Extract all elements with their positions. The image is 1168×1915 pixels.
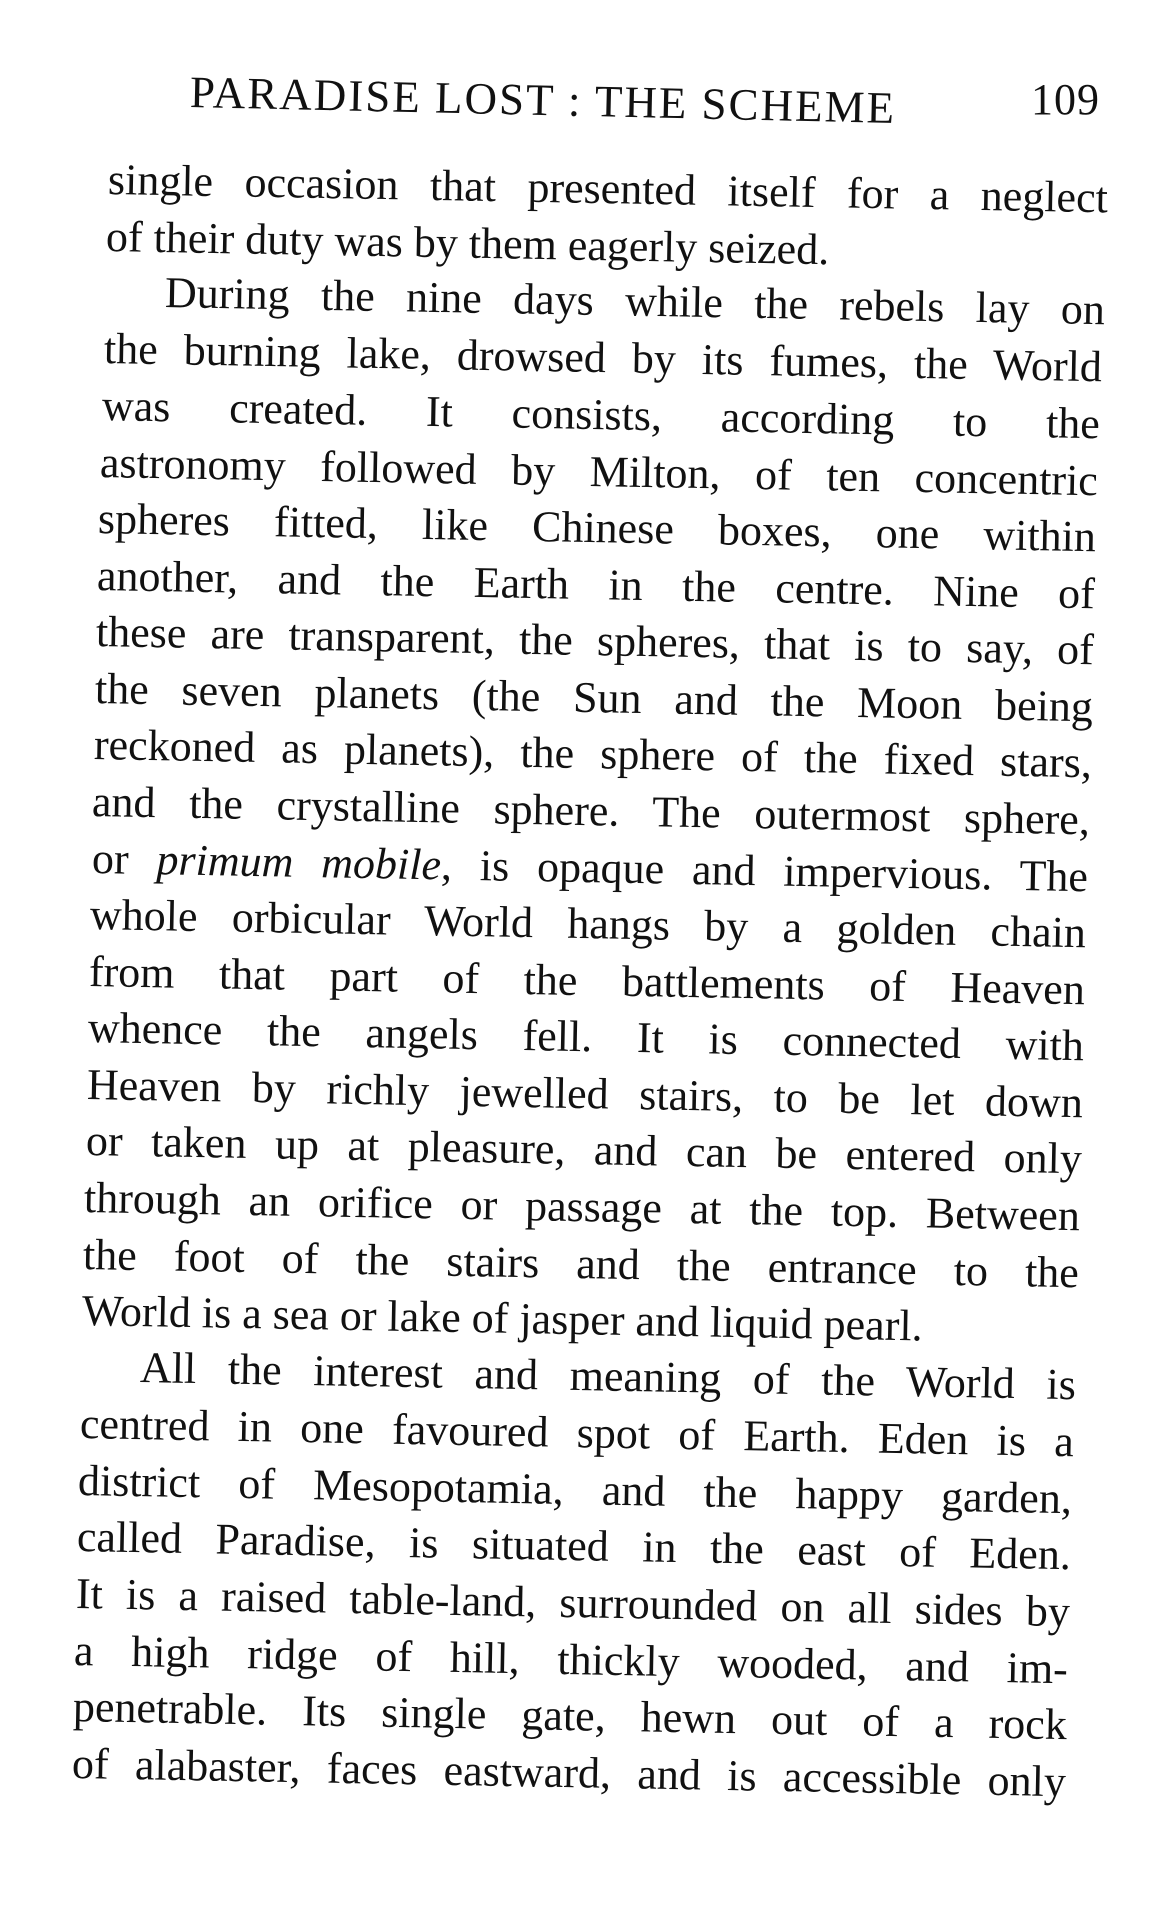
text-line: of alabaster, faces eastward, and is accessible only xyxy=(71,1739,1067,1807)
text-line: was created. It consists, according to the xyxy=(101,381,1101,449)
text-fragment: or xyxy=(91,834,157,885)
text-line: single occasion that presented itself for a neglect xyxy=(107,155,1109,223)
text-line: or taken up at pleasure, and can be entered only xyxy=(85,1116,1083,1184)
text-line: whole orbicular World hangs by a golden chain xyxy=(89,890,1087,958)
text-line: from that part of the battlements of Heaven xyxy=(88,947,1086,1015)
page-number: 109 xyxy=(1031,75,1100,124)
text-line: of their duty was by them eagerly seized. xyxy=(105,212,830,275)
text-line: All the interest and meaning of the World is xyxy=(139,1343,1077,1410)
text-line: the seven planets (the Sun and the Moon being xyxy=(94,664,1094,732)
text-line: district of Mesopotamia, and the happy garden, xyxy=(77,1456,1073,1524)
text-line: through an orifice or passage at the top. Between xyxy=(83,1173,1081,1241)
text-line: a high ridge of hill, thickly wooded, and im- xyxy=(73,1626,1069,1694)
text-line: and the crystalline sphere. The outermost sphere, xyxy=(91,777,1091,845)
text-line: another, and the Earth in the centre. Nine of xyxy=(96,551,1096,619)
text-line: World is a sea or lake of jasper and liquid pearl. xyxy=(81,1286,924,1351)
text-line: reckoned as planets), the sphere of the fixed stars, xyxy=(93,720,1093,788)
text-line: the foot of the stairs and the entrance to the xyxy=(82,1230,1080,1298)
running-head-title: PARADISE LOST : THE SCHEME xyxy=(189,67,897,134)
text-line: centred in one favoured spot of Earth. Eden is a xyxy=(79,1399,1075,1467)
text-line: astronomy followed by Milton, of ten concentric xyxy=(99,438,1099,506)
text-line: spheres fitted, like Chinese boxes, one within xyxy=(97,494,1097,562)
text-line: whence the angels fell. It is connected with xyxy=(87,1003,1085,1071)
text-fragment: , is opaque and impervious. The xyxy=(440,840,1089,902)
text-line: the burning lake, drowsed by its fumes, the World xyxy=(103,324,1103,392)
text-line: During the nine days while the rebels lay on xyxy=(164,268,1106,335)
italic-term: primum mobile xyxy=(156,835,442,890)
text-line: these are transparent, the spheres, that is to say, of xyxy=(95,607,1095,675)
text-line: Heaven by richly jewelled stairs, to be let down xyxy=(86,1060,1084,1128)
text-line: It is a raised table-land, surrounded on all sides by xyxy=(75,1569,1071,1637)
text-line: called Paradise, is situated in the east of Eden. xyxy=(76,1512,1072,1580)
text-line: penetrable. Its single gate, hewn out of a rock xyxy=(72,1682,1068,1750)
